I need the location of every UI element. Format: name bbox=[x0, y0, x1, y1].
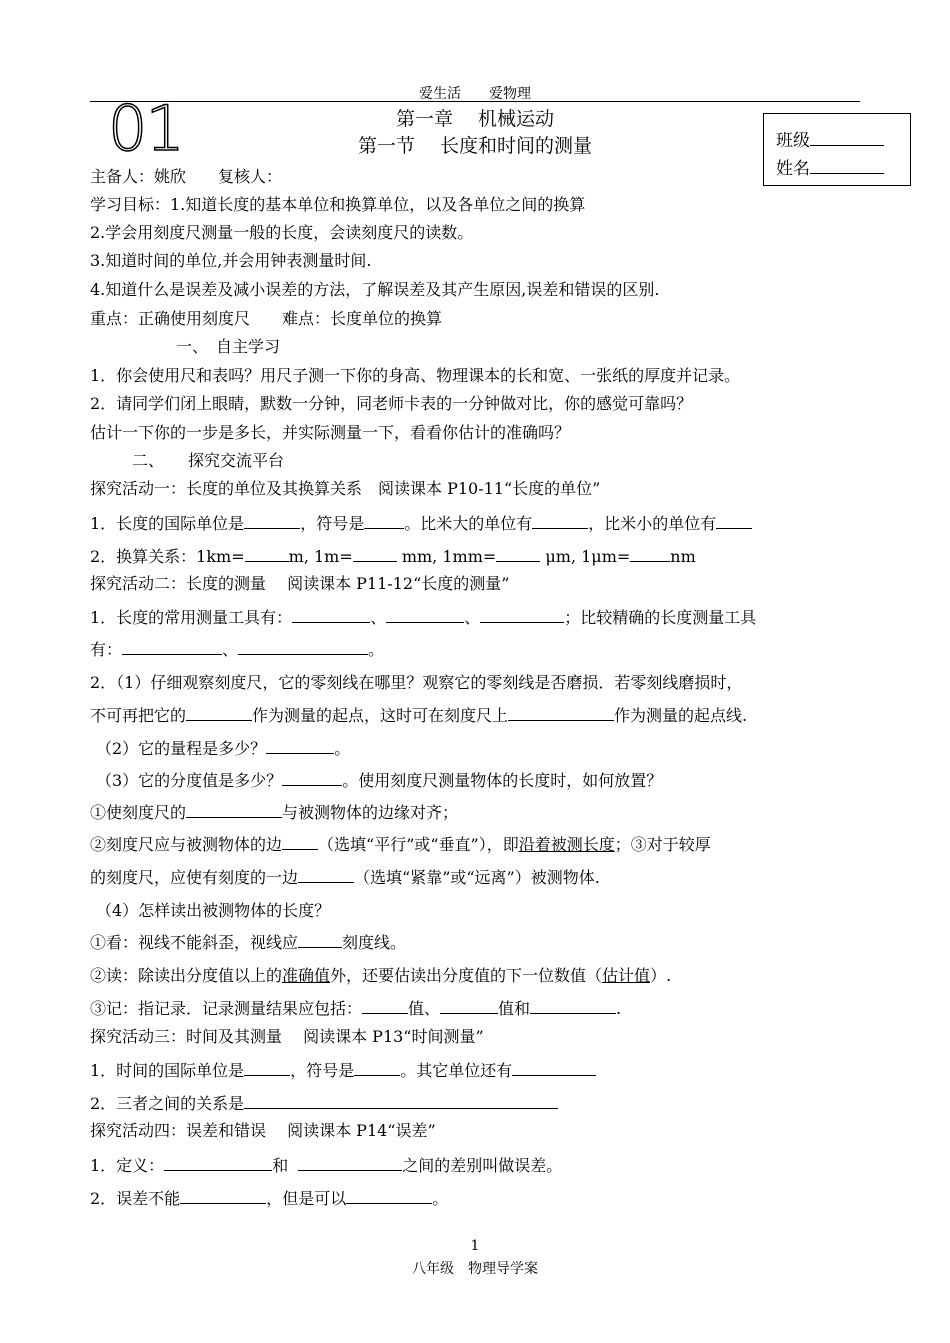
blank[interactable] bbox=[245, 544, 289, 562]
blank[interactable] bbox=[716, 511, 752, 529]
class-field[interactable]: 班级 bbox=[776, 126, 884, 151]
activity2-q2-3: （3）它的分度值是多少？ 。使用刻度尺测量物体的长度时，如何放置？ bbox=[96, 768, 662, 791]
blank[interactable] bbox=[244, 511, 300, 529]
part1-q1: 1．你会使用尺和表吗？用尺子测一下你的身高、物理课本的长和宽、一张纸的厚度并记录。 bbox=[90, 366, 741, 385]
goal-1: 学习目标：1.知道长度的基本单位和换算单位，以及各单位之间的换算 bbox=[90, 195, 586, 214]
activity2-q2: 2．（1）仔细观察刻度尺，它的零刻线在哪里？观察它的零刻线是否磨损．若零刻线磨损时， bbox=[90, 673, 743, 692]
blank[interactable] bbox=[480, 605, 564, 623]
blank[interactable] bbox=[282, 768, 342, 786]
activity3-q1: 1．时间的国际单位是 ，符号是 。其它单位还有 bbox=[90, 1058, 596, 1081]
chapter-number: 01 bbox=[108, 92, 183, 165]
blank[interactable] bbox=[346, 1186, 432, 1204]
footer-text: 八年级 物理导学案 bbox=[412, 1261, 538, 1277]
reading-record: ③记：指记录．记录测量结果应包括： 值、 值和 . bbox=[90, 996, 621, 1019]
blank[interactable] bbox=[362, 996, 408, 1014]
blank[interactable] bbox=[354, 1058, 400, 1076]
blank[interactable] bbox=[298, 865, 354, 883]
activity4-q2: 2．误差不能 ，但是可以 。 bbox=[90, 1186, 448, 1209]
page-number: 1 bbox=[470, 1238, 480, 1254]
activity4-q1: 1．定义： 和 之间的差别叫做误差。 bbox=[90, 1153, 562, 1176]
reading-question: （4）怎样读出被测物体的长度？ bbox=[96, 901, 331, 920]
activity3-q2: 2．三者之间的关系是 bbox=[90, 1091, 558, 1114]
blank[interactable] bbox=[292, 605, 370, 623]
blank[interactable] bbox=[298, 930, 342, 948]
activity3-title: 探究活动三：时间及其测量 阅读课本 P13“时间测量” bbox=[90, 1027, 484, 1046]
activity1-title: 探究活动一：长度的单位及其换算关系 阅读课本 P10-11“长度的单位” bbox=[90, 479, 601, 498]
blank[interactable] bbox=[180, 1186, 266, 1204]
blank[interactable] bbox=[630, 544, 670, 562]
reading-look: ①看：视线不能斜歪，视线应 刻度线。 bbox=[90, 930, 406, 953]
activity4-title: 探究活动四：误差和错误 阅读课本 P14“误差” bbox=[90, 1121, 436, 1140]
blank[interactable] bbox=[440, 996, 498, 1014]
activity1-q1: 1．长度的国际单位是 ，符号是 。比米大的单位有 ，比米小的单位有 bbox=[90, 511, 752, 534]
blank[interactable] bbox=[244, 1091, 558, 1109]
activity2-q1: 1．长度的常用测量工具有： 、 、 ；比较精确的长度测量工具 bbox=[90, 605, 756, 628]
section-title: 第一节 长度和时间的测量 bbox=[357, 135, 593, 157]
part1-title: 一、 自主学习 bbox=[176, 337, 281, 356]
blank[interactable] bbox=[164, 1153, 272, 1171]
name-field[interactable]: 姓名 bbox=[776, 154, 884, 179]
placement-3: 的刻度尺，应使有刻度的一边 （选填“紧靠”或“远离”）被测物体. bbox=[90, 865, 600, 888]
blank[interactable] bbox=[530, 996, 616, 1014]
reading-read: ②读：除读出分度值以上的准确值外，还要估读出分度值的下一位数值（估计值）. bbox=[90, 966, 672, 985]
activity1-q2: 2．换算关系：1km= m, 1m= mm, 1mm= μm, 1μm= nm bbox=[90, 544, 696, 567]
activity2-q2-cont: 不可再把它的 作为测量的起点，这时可在刻度尺上 作为测量的起点线. bbox=[90, 703, 747, 726]
blank[interactable] bbox=[238, 637, 368, 655]
header-motto: 爱生活 爱物理 bbox=[419, 86, 531, 102]
goal-2: 2.学会用刻度尺测量一般的长度，会读刻度尺的读数。 bbox=[90, 223, 474, 242]
chapter-title: 第一章 机械运动 bbox=[395, 108, 555, 130]
part1-q2: 2．请同学们闭上眼睛，默数一分钟，同老师卡表的一分钟做对比，你的感觉可靠吗？ bbox=[90, 394, 693, 413]
placement-2: ②刻度尺应与被测物体的边 （选填“平行”或“垂直”），即沿着被测长度；③对于较厚 bbox=[90, 832, 711, 855]
blank[interactable] bbox=[244, 1058, 290, 1076]
blank[interactable] bbox=[353, 544, 397, 562]
activity2-title: 探究活动二：长度的测量 阅读课本 P11-12“长度的测量” bbox=[90, 574, 510, 593]
activity2-q1-cont: 有： 、 。 bbox=[90, 637, 384, 660]
blank[interactable] bbox=[496, 544, 540, 562]
blank[interactable] bbox=[512, 1058, 596, 1076]
goal-3: 3.知道时间的单位,并会用钟表测量时间. bbox=[90, 251, 372, 270]
blank[interactable] bbox=[532, 511, 588, 529]
part1-q3: 估计一下你的一步是多长，并实际测量一下，看看你估计的准确吗？ bbox=[90, 423, 571, 442]
header-rule bbox=[90, 101, 860, 102]
blank[interactable] bbox=[298, 1153, 402, 1171]
blank[interactable] bbox=[364, 511, 404, 529]
student-info-box bbox=[763, 113, 911, 186]
blank[interactable] bbox=[386, 605, 464, 623]
blank[interactable] bbox=[186, 703, 252, 721]
placement-1: ①使刻度尺的 与被测物体的边缘对齐； bbox=[90, 800, 458, 823]
blank[interactable] bbox=[186, 800, 282, 818]
blank[interactable] bbox=[508, 703, 614, 721]
goal-4: 4.知道什么是误差及减小误差的方法，了解误差及其产生原因,误差和错误的区别. bbox=[90, 280, 660, 299]
blank[interactable] bbox=[266, 736, 334, 754]
part2-title: 二、 探究交流平台 bbox=[132, 451, 285, 470]
key-points: 重点：正确使用刻度尺 难点：长度单位的换算 bbox=[90, 309, 443, 328]
blank[interactable] bbox=[282, 832, 318, 850]
preparer-line: 主备人：姚欣 复核人： bbox=[90, 167, 283, 186]
blank[interactable] bbox=[122, 637, 222, 655]
activity2-q2-2: （2）它的量程是多少？ 。 bbox=[96, 736, 350, 759]
